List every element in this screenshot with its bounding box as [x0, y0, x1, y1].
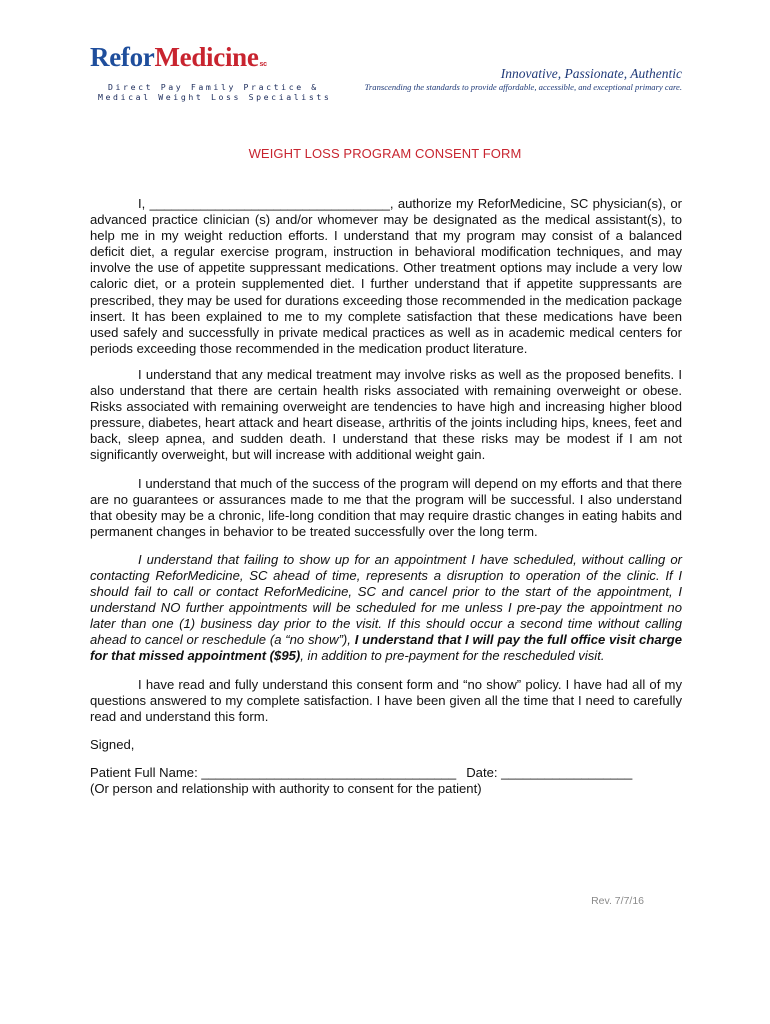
paragraph-authorization: I, _________________________________, authorize my ReforMedicine, SC physician(s), or advanced practice clinician (s) and/or whomever may be designated as the medical assistant(s), to help me in my weight reduction efforts. I understand that my program may consist of a balanced deficit diet, a regular exercise program, instruction in behavioral modification techniques, and may involve the use of appetite suppressant medications. Other treatment options may include a very low caloric diet, or a protein supplemented diet. I further understand that if appetite suppressants are prescribed, they may be used for durations exceeding those recommended in the medication package insert. It has been explained to me to my complete satisfaction that these medications have been used safely and successfully in private medical practices as well as in academic medical centers for periods exceeding those recommended in the medication product literature. — [90, 196, 682, 356]
signed-label: Signed, — [90, 736, 135, 752]
logo-wordmark-refor: Refor — [90, 42, 155, 72]
paragraph-acknowledgement: I have read and fully understand this consent form and “no show” policy. I have had all of my questions answered to my complete satisfaction. I have been given all the time that I need to carefully read and understand this form. — [90, 676, 682, 724]
paragraph-risks: I understand that any medical treatment may involve risks as well as the proposed benefits. I also understand that there are certain health risks associated with remaining overweight or obese. Risks associated with remaining overweight are tendencies to have high and increasing higher blood pressure, diabetes, heart attack and heart disease, arthritis of the joints including hips, knees, feet and back, sleep apnea, and sudden death. I understand that these risks may be modest if I am not significantly overweight, but will increase with additional weight gain. — [90, 366, 682, 463]
consent-body — [90, 196, 682, 797]
signature-row — [90, 765, 682, 781]
logo-wordmark — [90, 44, 305, 78]
no-show-charge-bold: I understand that I will pay the full office visit charge for that missed appointment ($95) — [90, 632, 682, 664]
no-show-text-c: , in addition to pre-payment for the rescheduled visit. — [300, 648, 605, 664]
revision-label: Rev. 7/7/16 — [591, 895, 644, 907]
logo-wordmark-medicine: Medicine — [154, 42, 259, 72]
paragraph-success: I understand that much of the success of the program will depend on my efforts and that there are no guarantees or assurances made to me that the program will be successful. I also understand that obesity may be a chronic, life-long condition that may require drastic changes in eating habits and permanent changes in behavior to be treated successfully over the long term. — [90, 475, 682, 539]
no-show-text-a: I understand that failing to show up for an appointment I have scheduled, without calling or contacting ReforMedicine, SC ahead of time, represents a disruption to operation of the clinic. If I should fail to call or contact ReforMedicine, SC and cancel prior to the start of the appointment, I understand NO further appointments will be scheduled for me unless I pre-pay the appointment no later than one (1) business day prior to the visit. If this should occur a second time without calling ahead to cancel or reschedule (a “no show”), — [90, 551, 682, 648]
page-title: WEIGHT LOSS PROGRAM CONSENT FORM — [248, 146, 522, 161]
tagline: Innovative, Passionate, Authentic — [500, 66, 682, 81]
patient-name-field[interactable]: Patient Full Name: ___________________________________ — [90, 764, 457, 780]
paragraph-no-show-policy — [90, 552, 682, 665]
logo-suffix: sc — [259, 61, 267, 68]
logo-subtitle-line2: Medical Weight Loss Specialists — [98, 92, 332, 102]
logo-subtitle-line1: Direct Pay Family Practice & — [108, 82, 319, 92]
logo — [90, 42, 332, 102]
tagline-subtitle: Transcending the standards to provide affordable, accessible, and exceptional primary care. — [364, 82, 682, 92]
consent-note: (Or person and relationship with authority to consent for the patient) — [90, 781, 482, 796]
tagline-block — [365, 66, 682, 93]
date-field[interactable]: Date: __________________ — [466, 764, 633, 780]
